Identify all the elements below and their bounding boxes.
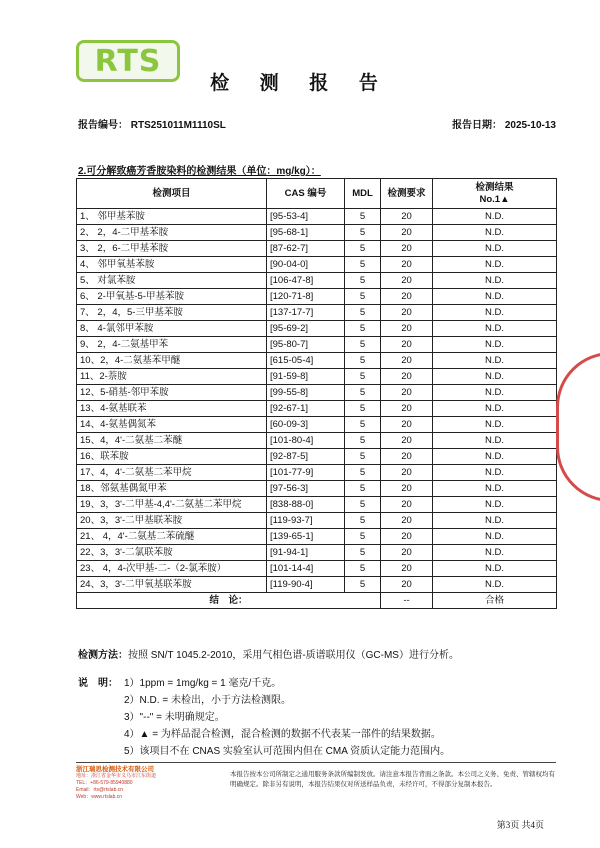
company-line: TEL：+86-579-85940880	[76, 780, 133, 786]
report-date	[452, 116, 556, 131]
cell-item-name: 9、 2，4-二氨基甲苯	[77, 337, 267, 353]
cell-item-name: 8、 4-氯邻甲苯胺	[77, 321, 267, 337]
conclusion-row	[77, 593, 557, 609]
cell-item-name: 1、 邻甲基苯胺	[77, 209, 267, 225]
table-row	[77, 257, 557, 273]
table-row	[77, 401, 557, 417]
note-item: 4）▲ = 为样品混合检测，混合检测的数据不代表某一部件的结果数据。	[124, 729, 441, 740]
cell-item-name: 22、3，3'-二氯联苯胺	[77, 545, 267, 561]
cell-requirement: 20	[381, 497, 433, 513]
cell-requirement: 20	[381, 417, 433, 433]
cell-requirement: 20	[381, 385, 433, 401]
cell-cas: [838-88-0]	[267, 497, 345, 513]
report-number	[78, 116, 226, 131]
cell-requirement: 20	[381, 369, 433, 385]
cell-cas: [101-14-4]	[267, 561, 345, 577]
note-item: 1）1ppm = 1mg/kg = 1 毫克/千克。	[124, 678, 282, 689]
cell-result: N.D.	[433, 385, 557, 401]
notes-label: 说 明：	[78, 678, 118, 689]
cell-result: N.D.	[433, 209, 557, 225]
cell-requirement: 20	[381, 513, 433, 529]
cell-item-name: 4、 邻甲氧基苯胺	[77, 257, 267, 273]
cell-item-name: 18、邻氨基偶氮甲苯	[77, 481, 267, 497]
cell-mdl: 5	[345, 209, 381, 225]
col-header-sample-no: No.1▲	[479, 193, 510, 205]
company-line: 地址：浙江省金华市义乌市江东街道	[76, 773, 157, 779]
cell-requirement: 20	[381, 481, 433, 497]
table-row	[77, 497, 557, 513]
cell-item-name: 11、2-萘胺	[77, 369, 267, 385]
cell-cas: [60-09-3]	[267, 417, 345, 433]
cell-requirement: 20	[381, 305, 433, 321]
cell-cas: [92-67-1]	[267, 401, 345, 417]
cell-cas: [87-62-7]	[267, 241, 345, 257]
cell-cas: [91-94-1]	[267, 545, 345, 561]
test-method	[78, 646, 459, 661]
cell-mdl: 5	[345, 577, 381, 593]
conclusion-label: 结 论：	[77, 593, 381, 609]
table-row	[77, 209, 557, 225]
cell-cas: [95-53-4]	[267, 209, 345, 225]
disclaimer: 本报告按本公司所制定之通用服务条款所编制发放。请注意本报告背面之条款。本公司之义务、免责、管辖权均有明确规定。除非另有说明，本报告结果仅对所送样品负责，未经许可，不得部分复制本报告。	[230, 771, 555, 788]
cell-cas: [120-71-8]	[267, 289, 345, 305]
results-table	[76, 178, 557, 609]
cell-item-name: 13、4-氨基联苯	[77, 401, 267, 417]
cell-mdl: 5	[345, 321, 381, 337]
cell-requirement: 20	[381, 289, 433, 305]
cell-mdl: 5	[345, 465, 381, 481]
cell-result: N.D.	[433, 257, 557, 273]
logo-text: RTS	[94, 43, 162, 79]
document-title: 检 测 报 告	[210, 72, 390, 94]
table-row	[77, 289, 557, 305]
table-row	[77, 577, 557, 593]
cell-mdl: 5	[345, 433, 381, 449]
cell-requirement: 20	[381, 545, 433, 561]
cell-item-name: 16、联苯胺	[77, 449, 267, 465]
cell-result: N.D.	[433, 417, 557, 433]
cell-mdl: 5	[345, 305, 381, 321]
cell-result: N.D.	[433, 273, 557, 289]
report-number-label: 报告编号：	[78, 120, 128, 131]
cell-result: N.D.	[433, 561, 557, 577]
cell-mdl: 5	[345, 385, 381, 401]
report-date-label: 报告日期：	[452, 120, 503, 131]
conclusion-result: 合格	[433, 593, 557, 609]
cell-cas: [119-93-7]	[267, 513, 345, 529]
table-row	[77, 481, 557, 497]
cell-requirement: 20	[381, 577, 433, 593]
cell-cas: [97-56-3]	[267, 481, 345, 497]
cell-cas: [101-77-9]	[267, 465, 345, 481]
report-number-value: RTS251011M1110SL	[130, 120, 226, 131]
cell-result: N.D.	[433, 449, 557, 465]
cell-mdl: 5	[345, 513, 381, 529]
cell-mdl: 5	[345, 561, 381, 577]
table-row	[77, 385, 557, 401]
cell-cas: [615-05-4]	[267, 353, 345, 369]
cell-result: N.D.	[433, 545, 557, 561]
note-item: 2）N.D. = 未检出，小于方法检测限。	[124, 695, 291, 706]
cell-item-name: 15、4，4'-二氨基二苯醚	[77, 433, 267, 449]
cell-cas: [139-65-1]	[267, 529, 345, 545]
table-row	[77, 225, 557, 241]
cell-requirement: 20	[381, 209, 433, 225]
method-text: 按照 SN/T 1045.2-2010，采用气相色谱-质谱联用仪（GC-MS）进行分析。	[128, 650, 459, 661]
cell-mdl: 5	[345, 449, 381, 465]
cell-item-name: 2、 2，4-二甲基苯胺	[77, 225, 267, 241]
cell-requirement: 20	[381, 225, 433, 241]
company-name: 浙江瑞思检测技术有限公司	[76, 766, 154, 773]
official-seal-stamp	[556, 352, 600, 502]
table-row	[77, 321, 557, 337]
company-info	[76, 766, 226, 801]
cell-result: N.D.	[433, 337, 557, 353]
cell-requirement: 20	[381, 529, 433, 545]
col-header-cas: CAS 编号	[267, 179, 345, 209]
cell-result: N.D.	[433, 305, 557, 321]
cell-cas: [119-90-4]	[267, 577, 345, 593]
cell-requirement: 20	[381, 465, 433, 481]
table-header-row	[77, 179, 557, 209]
cell-requirement: 20	[381, 257, 433, 273]
cell-result: N.D.	[433, 481, 557, 497]
cell-cas: [95-68-1]	[267, 225, 345, 241]
cell-cas: [95-69-2]	[267, 321, 345, 337]
table-row	[77, 273, 557, 289]
cell-cas: [92-87-5]	[267, 449, 345, 465]
page-number: 第3页 共4页	[496, 820, 544, 830]
company-line: Email：rts@rtslab.cn	[76, 787, 124, 793]
table-row	[77, 305, 557, 321]
cell-requirement: 20	[381, 449, 433, 465]
col-header-mdl: MDL	[345, 179, 381, 209]
table-row	[77, 241, 557, 257]
cell-requirement: 20	[381, 561, 433, 577]
cell-item-name: 20、3，3'-二甲基联苯胺	[77, 513, 267, 529]
cell-mdl: 5	[345, 497, 381, 513]
cell-mdl: 5	[345, 369, 381, 385]
col-header-result	[433, 179, 557, 209]
cell-result: N.D.	[433, 513, 557, 529]
col-header-requirement: 检测要求	[381, 179, 433, 209]
cell-result: N.D.	[433, 353, 557, 369]
company-line: Web：www.rtslab.cn	[76, 794, 123, 800]
cell-mdl: 5	[345, 353, 381, 369]
cell-result: N.D.	[433, 529, 557, 545]
cell-item-name: 3、 2，6-二甲基苯胺	[77, 241, 267, 257]
cell-requirement: 20	[381, 241, 433, 257]
cell-result: N.D.	[433, 465, 557, 481]
cell-mdl: 5	[345, 545, 381, 561]
note-item: 3）"--" = 未明确规定。	[124, 712, 225, 723]
note-item: 5）该项目不在 CNAS 实验室认可范围内但在 CMA 资质认定能力范围内。	[124, 746, 451, 757]
cell-cas: [99-55-8]	[267, 385, 345, 401]
table-row	[77, 337, 557, 353]
cell-item-name: 23、 4，4-次甲基-二-（2-氯苯胺）	[77, 561, 267, 577]
section-title: 2.可分解致癌芳香胺染料的检测结果（单位：mg/kg）：	[78, 166, 321, 177]
cell-item-name: 12、5-硝基-邻甲苯胺	[77, 385, 267, 401]
cell-requirement: 20	[381, 337, 433, 353]
cell-cas: [95-80-7]	[267, 337, 345, 353]
cell-result: N.D.	[433, 289, 557, 305]
table-row	[77, 561, 557, 577]
conclusion-requirement: --	[381, 593, 433, 609]
report-date-value: 2025-10-13	[504, 120, 556, 131]
cell-result: N.D.	[433, 401, 557, 417]
cell-mdl: 5	[345, 225, 381, 241]
cell-item-name: 19、3，3'-二甲基-4,4'-二氨基二苯甲烷	[77, 497, 267, 513]
cell-cas: [90-04-0]	[267, 257, 345, 273]
cell-requirement: 20	[381, 353, 433, 369]
cell-result: N.D.	[433, 433, 557, 449]
cell-mdl: 5	[345, 257, 381, 273]
cell-requirement: 20	[381, 401, 433, 417]
cell-result: N.D.	[433, 369, 557, 385]
cell-requirement: 20	[381, 273, 433, 289]
table-row	[77, 369, 557, 385]
cell-requirement: 20	[381, 433, 433, 449]
cell-cas: [137-17-7]	[267, 305, 345, 321]
cell-mdl: 5	[345, 529, 381, 545]
cell-item-name: 6、 2-甲氧基-5-甲基苯胺	[77, 289, 267, 305]
method-label: 检测方法：	[78, 650, 128, 661]
cell-item-name: 24、3，3'-二甲氧基联苯胺	[77, 577, 267, 593]
cell-result: N.D.	[433, 241, 557, 257]
footer-divider	[76, 762, 556, 763]
cell-item-name: 21、 4，4'-二氨基二苯硫醚	[77, 529, 267, 545]
cell-mdl: 5	[345, 337, 381, 353]
cell-result: N.D.	[433, 497, 557, 513]
cell-mdl: 5	[345, 401, 381, 417]
table-row	[77, 417, 557, 433]
cell-cas: [91-59-8]	[267, 369, 345, 385]
table-row	[77, 545, 557, 561]
col-header-result-title: 检测结果	[475, 181, 514, 193]
cell-item-name: 14、4-氨基偶氮苯	[77, 417, 267, 433]
table-row	[77, 529, 557, 545]
cell-cas: [101-80-4]	[267, 433, 345, 449]
cell-item-name: 10、2，4-二氨基苯甲醚	[77, 353, 267, 369]
cell-mdl: 5	[345, 481, 381, 497]
table-row	[77, 353, 557, 369]
cell-result: N.D.	[433, 321, 557, 337]
cell-item-name: 5、 对氯苯胺	[77, 273, 267, 289]
table-row	[77, 449, 557, 465]
cell-mdl: 5	[345, 289, 381, 305]
cell-mdl: 5	[345, 273, 381, 289]
cell-result: N.D.	[433, 577, 557, 593]
table-row	[77, 465, 557, 481]
cell-cas: [106-47-8]	[267, 273, 345, 289]
cell-item-name: 7、 2，4，5-三甲基苯胺	[77, 305, 267, 321]
cell-result: N.D.	[433, 225, 557, 241]
cell-mdl: 5	[345, 417, 381, 433]
cell-mdl: 5	[345, 241, 381, 257]
col-header-item: 检测项目	[77, 179, 267, 209]
cell-requirement: 20	[381, 321, 433, 337]
table-row	[77, 433, 557, 449]
table-row	[77, 513, 557, 529]
cell-item-name: 17、4，4'-二氨基二苯甲烷	[77, 465, 267, 481]
